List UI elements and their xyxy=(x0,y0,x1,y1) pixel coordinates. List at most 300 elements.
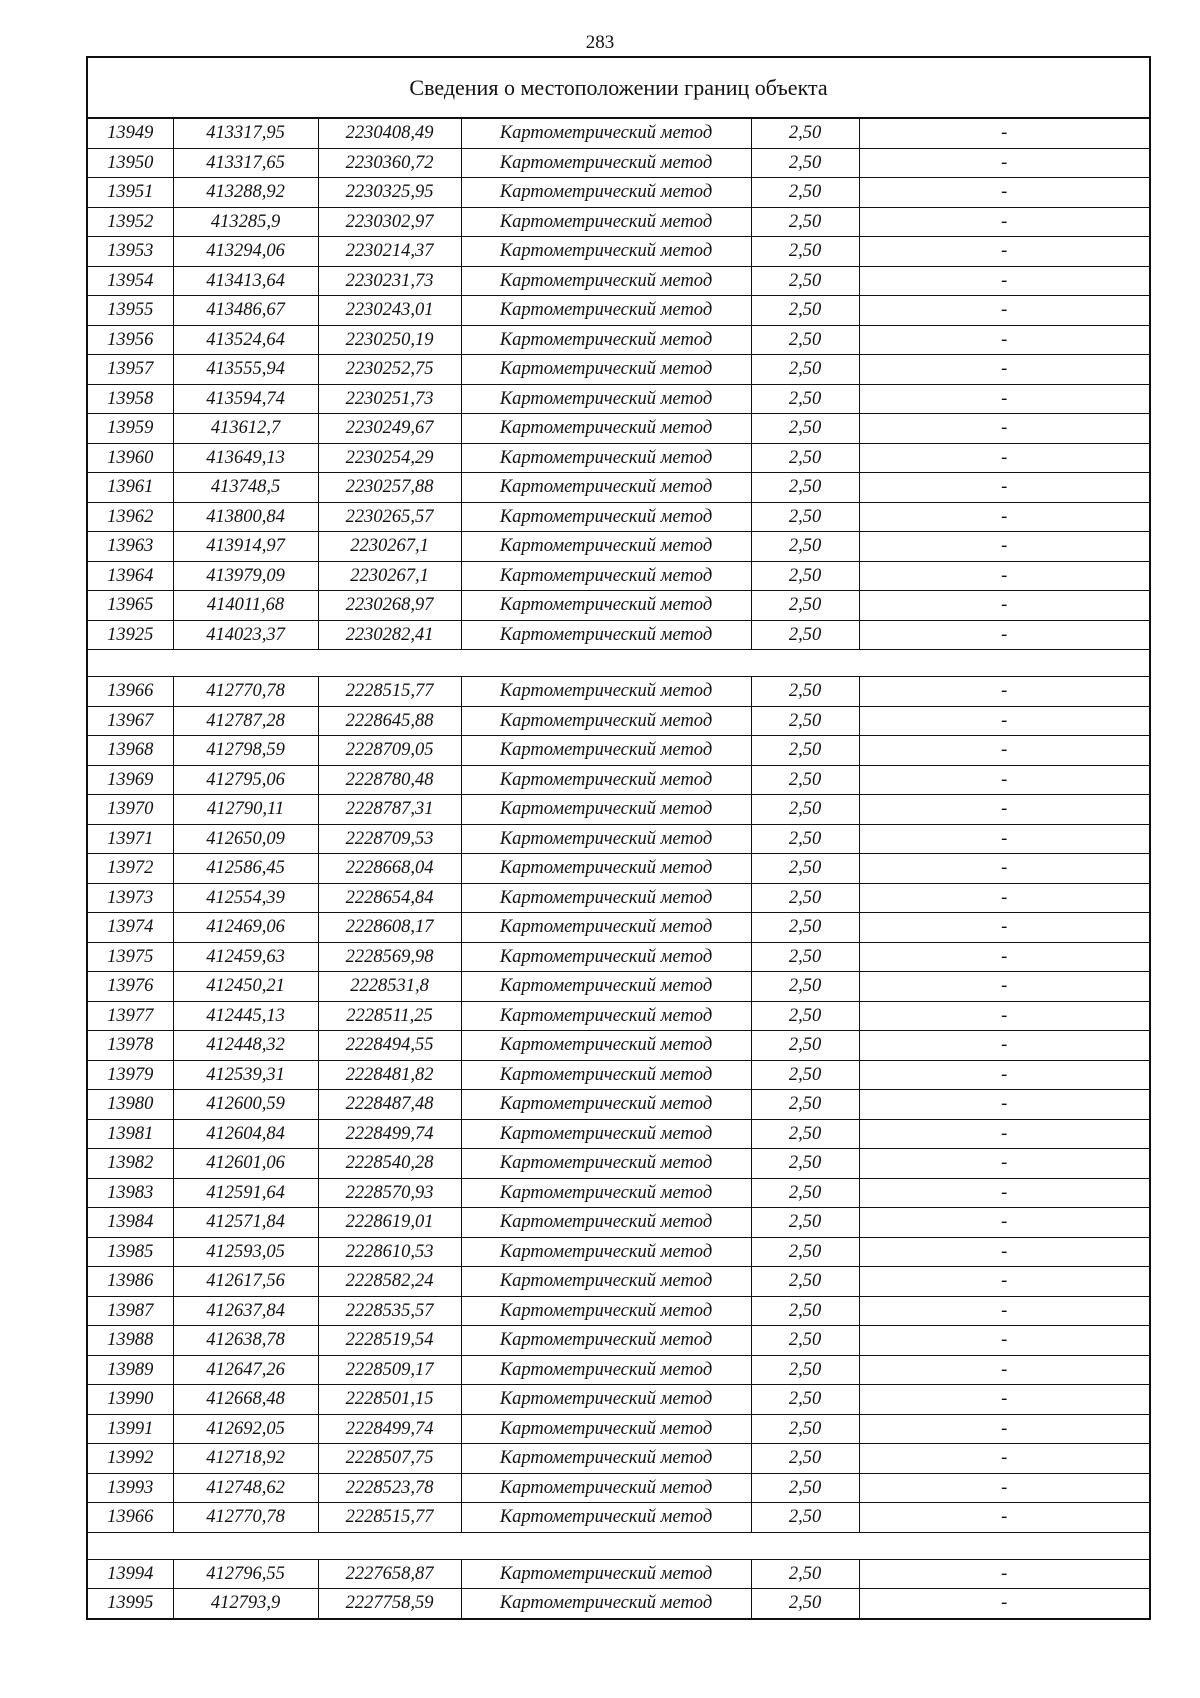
y-coordinate-cell: 2230267,1 xyxy=(318,532,461,562)
table-row xyxy=(87,1001,1150,1031)
description-cell: - xyxy=(859,414,1150,444)
accuracy-cell: 2,50 xyxy=(751,942,859,972)
point-number-cell: 13951 xyxy=(87,178,173,208)
description-cell: - xyxy=(859,118,1150,148)
y-coordinate-cell: 2228535,57 xyxy=(318,1296,461,1326)
accuracy-cell: 2,50 xyxy=(751,1119,859,1149)
y-coordinate-cell: 2228499,74 xyxy=(318,1414,461,1444)
y-coordinate-cell: 2228499,74 xyxy=(318,1119,461,1149)
accuracy-cell: 2,50 xyxy=(751,1208,859,1238)
y-coordinate-cell: 2227658,87 xyxy=(318,1559,461,1589)
y-coordinate-cell: 2230231,73 xyxy=(318,266,461,296)
accuracy-cell: 2,50 xyxy=(751,355,859,385)
y-coordinate-cell: 2230360,72 xyxy=(318,148,461,178)
x-coordinate-cell: 413649,13 xyxy=(173,443,318,473)
x-coordinate-cell: 414023,37 xyxy=(173,620,318,650)
x-coordinate-cell: 412748,62 xyxy=(173,1473,318,1503)
x-coordinate-cell: 412450,21 xyxy=(173,972,318,1002)
y-coordinate-cell: 2228540,28 xyxy=(318,1149,461,1179)
y-coordinate-cell: 2230302,97 xyxy=(318,207,461,237)
table-row xyxy=(87,1119,1150,1149)
method-cell: Картометрический метод xyxy=(461,1237,751,1267)
method-cell: Картометрический метод xyxy=(461,502,751,532)
accuracy-cell: 2,50 xyxy=(751,532,859,562)
accuracy-cell: 2,50 xyxy=(751,1001,859,1031)
table-row xyxy=(87,1503,1150,1533)
description-cell: - xyxy=(859,1178,1150,1208)
y-coordinate-cell: 2227758,59 xyxy=(318,1589,461,1619)
point-number-cell: 13993 xyxy=(87,1473,173,1503)
description-cell: - xyxy=(859,942,1150,972)
table-row xyxy=(87,1589,1150,1619)
table-row xyxy=(87,736,1150,766)
description-cell: - xyxy=(859,1060,1150,1090)
table-row xyxy=(87,1559,1150,1589)
contour-separator-row xyxy=(87,650,1150,677)
accuracy-cell: 2,50 xyxy=(751,1589,859,1619)
description-cell: - xyxy=(859,1149,1150,1179)
point-number-cell: 13959 xyxy=(87,414,173,444)
point-number-cell: 13966 xyxy=(87,677,173,707)
point-number-cell: 13986 xyxy=(87,1267,173,1297)
x-coordinate-cell: 412601,06 xyxy=(173,1149,318,1179)
x-coordinate-cell: 412586,45 xyxy=(173,854,318,884)
description-cell: - xyxy=(859,1503,1150,1533)
point-number-cell: 13979 xyxy=(87,1060,173,1090)
method-cell: Картометрический метод xyxy=(461,1031,751,1061)
table-row xyxy=(87,824,1150,854)
point-number-cell: 13954 xyxy=(87,266,173,296)
accuracy-cell: 2,50 xyxy=(751,1237,859,1267)
x-coordinate-cell: 413285,9 xyxy=(173,207,318,237)
x-coordinate-cell: 412638,78 xyxy=(173,1326,318,1356)
point-number-cell: 13965 xyxy=(87,591,173,621)
x-coordinate-cell: 412637,84 xyxy=(173,1296,318,1326)
table-row xyxy=(87,1208,1150,1238)
table-row xyxy=(87,1326,1150,1356)
table-row xyxy=(87,178,1150,208)
method-cell: Картометрический метод xyxy=(461,1060,751,1090)
point-number-cell: 13968 xyxy=(87,736,173,766)
method-cell: Картометрический метод xyxy=(461,795,751,825)
accuracy-cell: 2,50 xyxy=(751,207,859,237)
point-number-cell: 13950 xyxy=(87,148,173,178)
table-row xyxy=(87,355,1150,385)
description-cell: - xyxy=(859,325,1150,355)
y-coordinate-cell: 2228645,88 xyxy=(318,706,461,736)
table-row xyxy=(87,677,1150,707)
method-cell: Картометрический метод xyxy=(461,620,751,650)
method-cell: Картометрический метод xyxy=(461,765,751,795)
table-row xyxy=(87,706,1150,736)
description-cell: - xyxy=(859,1267,1150,1297)
description-cell: - xyxy=(859,591,1150,621)
description-cell: - xyxy=(859,1385,1150,1415)
x-coordinate-cell: 413979,09 xyxy=(173,561,318,591)
x-coordinate-cell: 413294,06 xyxy=(173,237,318,267)
x-coordinate-cell: 413555,94 xyxy=(173,355,318,385)
description-cell: - xyxy=(859,883,1150,913)
method-cell: Картометрический метод xyxy=(461,1385,751,1415)
table-title-row xyxy=(87,57,1150,118)
x-coordinate-cell: 412554,39 xyxy=(173,883,318,913)
description-cell: - xyxy=(859,561,1150,591)
x-coordinate-cell: 412790,11 xyxy=(173,795,318,825)
method-cell: Картометрический метод xyxy=(461,1090,751,1120)
accuracy-cell: 2,50 xyxy=(751,1267,859,1297)
point-number-cell: 13962 xyxy=(87,502,173,532)
table-row xyxy=(87,1355,1150,1385)
point-number-cell: 13972 xyxy=(87,854,173,884)
accuracy-cell: 2,50 xyxy=(751,1060,859,1090)
description-cell: - xyxy=(859,706,1150,736)
point-number-cell: 13970 xyxy=(87,795,173,825)
table-title: Сведения о местоположении границ объекта xyxy=(87,57,1150,118)
method-cell: Картометрический метод xyxy=(461,1296,751,1326)
description-cell: - xyxy=(859,1001,1150,1031)
table-row xyxy=(87,854,1150,884)
contour-separator-cell xyxy=(87,1532,1150,1559)
point-number-cell: 13960 xyxy=(87,443,173,473)
table-row xyxy=(87,1178,1150,1208)
x-coordinate-cell: 413288,92 xyxy=(173,178,318,208)
method-cell: Картометрический метод xyxy=(461,473,751,503)
table-row xyxy=(87,118,1150,148)
y-coordinate-cell: 2228569,98 xyxy=(318,942,461,972)
accuracy-cell: 2,50 xyxy=(751,443,859,473)
y-coordinate-cell: 2228531,8 xyxy=(318,972,461,1002)
method-cell: Картометрический метод xyxy=(461,972,751,1002)
y-coordinate-cell: 2230243,01 xyxy=(318,296,461,326)
x-coordinate-cell: 412795,06 xyxy=(173,765,318,795)
y-coordinate-cell: 2230252,75 xyxy=(318,355,461,385)
x-coordinate-cell: 413413,64 xyxy=(173,266,318,296)
x-coordinate-cell: 413748,5 xyxy=(173,473,318,503)
table-row xyxy=(87,1267,1150,1297)
point-number-cell: 13956 xyxy=(87,325,173,355)
description-cell: - xyxy=(859,148,1150,178)
method-cell: Картометрический метод xyxy=(461,237,751,267)
point-number-cell: 13973 xyxy=(87,883,173,913)
table-row xyxy=(87,883,1150,913)
x-coordinate-cell: 412604,84 xyxy=(173,1119,318,1149)
x-coordinate-cell: 412591,64 xyxy=(173,1178,318,1208)
point-number-cell: 13955 xyxy=(87,296,173,326)
contour-separator-row xyxy=(87,1532,1150,1559)
method-cell: Картометрический метод xyxy=(461,706,751,736)
method-cell: Картометрический метод xyxy=(461,1473,751,1503)
table-row xyxy=(87,1149,1150,1179)
description-cell: - xyxy=(859,178,1150,208)
method-cell: Картометрический метод xyxy=(461,1001,751,1031)
description-cell: - xyxy=(859,677,1150,707)
y-coordinate-cell: 2228709,53 xyxy=(318,824,461,854)
point-number-cell: 13957 xyxy=(87,355,173,385)
method-cell: Картометрический метод xyxy=(461,1119,751,1149)
method-cell: Картометрический метод xyxy=(461,207,751,237)
accuracy-cell: 2,50 xyxy=(751,677,859,707)
description-cell: - xyxy=(859,1208,1150,1238)
point-number-cell: 13983 xyxy=(87,1178,173,1208)
table-row xyxy=(87,913,1150,943)
x-coordinate-cell: 412787,28 xyxy=(173,706,318,736)
description-cell: - xyxy=(859,1090,1150,1120)
method-cell: Картометрический метод xyxy=(461,913,751,943)
point-number-cell: 13992 xyxy=(87,1444,173,1474)
table-row xyxy=(87,502,1150,532)
point-number-cell: 13994 xyxy=(87,1559,173,1589)
description-cell: - xyxy=(859,1559,1150,1589)
y-coordinate-cell: 2230251,73 xyxy=(318,384,461,414)
y-coordinate-cell: 2228519,54 xyxy=(318,1326,461,1356)
description-cell: - xyxy=(859,384,1150,414)
description-cell: - xyxy=(859,355,1150,385)
method-cell: Картометрический метод xyxy=(461,1444,751,1474)
accuracy-cell: 2,50 xyxy=(751,1503,859,1533)
description-cell: - xyxy=(859,1326,1150,1356)
method-cell: Картометрический метод xyxy=(461,854,751,884)
accuracy-cell: 2,50 xyxy=(751,883,859,913)
method-cell: Картометрический метод xyxy=(461,414,751,444)
x-coordinate-cell: 413914,97 xyxy=(173,532,318,562)
description-cell: - xyxy=(859,620,1150,650)
table-row xyxy=(87,620,1150,650)
method-cell: Картометрический метод xyxy=(461,1503,751,1533)
description-cell: - xyxy=(859,1296,1150,1326)
method-cell: Картометрический метод xyxy=(461,677,751,707)
description-cell: - xyxy=(859,1119,1150,1149)
accuracy-cell: 2,50 xyxy=(751,325,859,355)
table-row xyxy=(87,473,1150,503)
method-cell: Картометрический метод xyxy=(461,148,751,178)
accuracy-cell: 2,50 xyxy=(751,854,859,884)
accuracy-cell: 2,50 xyxy=(751,1473,859,1503)
y-coordinate-cell: 2228515,77 xyxy=(318,1503,461,1533)
accuracy-cell: 2,50 xyxy=(751,266,859,296)
y-coordinate-cell: 2230250,19 xyxy=(318,325,461,355)
point-number-cell: 13975 xyxy=(87,942,173,972)
accuracy-cell: 2,50 xyxy=(751,765,859,795)
point-number-cell: 13925 xyxy=(87,620,173,650)
table-row xyxy=(87,1444,1150,1474)
table-row xyxy=(87,414,1150,444)
accuracy-cell: 2,50 xyxy=(751,591,859,621)
point-number-cell: 13985 xyxy=(87,1237,173,1267)
point-number-cell: 13977 xyxy=(87,1001,173,1031)
accuracy-cell: 2,50 xyxy=(751,1559,859,1589)
method-cell: Картометрический метод xyxy=(461,942,751,972)
table-row xyxy=(87,1060,1150,1090)
accuracy-cell: 2,50 xyxy=(751,1355,859,1385)
y-coordinate-cell: 2228507,75 xyxy=(318,1444,461,1474)
y-coordinate-cell: 2228654,84 xyxy=(318,883,461,913)
accuracy-cell: 2,50 xyxy=(751,620,859,650)
point-number-cell: 13990 xyxy=(87,1385,173,1415)
y-coordinate-cell: 2228501,15 xyxy=(318,1385,461,1415)
accuracy-cell: 2,50 xyxy=(751,1326,859,1356)
point-number-cell: 13967 xyxy=(87,706,173,736)
point-number-cell: 13949 xyxy=(87,118,173,148)
method-cell: Картометрический метод xyxy=(461,355,751,385)
x-coordinate-cell: 412798,59 xyxy=(173,736,318,766)
table-row xyxy=(87,266,1150,296)
accuracy-cell: 2,50 xyxy=(751,1149,859,1179)
description-cell: - xyxy=(859,765,1150,795)
point-number-cell: 13969 xyxy=(87,765,173,795)
point-number-cell: 13987 xyxy=(87,1296,173,1326)
point-number-cell: 13988 xyxy=(87,1326,173,1356)
x-coordinate-cell: 413524,64 xyxy=(173,325,318,355)
x-coordinate-cell: 412647,26 xyxy=(173,1355,318,1385)
x-coordinate-cell: 412469,06 xyxy=(173,913,318,943)
point-number-cell: 13978 xyxy=(87,1031,173,1061)
x-coordinate-cell: 412770,78 xyxy=(173,1503,318,1533)
accuracy-cell: 2,50 xyxy=(751,561,859,591)
accuracy-cell: 2,50 xyxy=(751,178,859,208)
description-cell: - xyxy=(859,972,1150,1002)
description-cell: - xyxy=(859,795,1150,825)
y-coordinate-cell: 2230265,57 xyxy=(318,502,461,532)
y-coordinate-cell: 2228608,17 xyxy=(318,913,461,943)
description-cell: - xyxy=(859,443,1150,473)
description-cell: - xyxy=(859,913,1150,943)
x-coordinate-cell: 412796,55 xyxy=(173,1559,318,1589)
accuracy-cell: 2,50 xyxy=(751,384,859,414)
x-coordinate-cell: 412459,63 xyxy=(173,942,318,972)
contour-separator-cell xyxy=(87,650,1150,677)
description-cell: - xyxy=(859,207,1150,237)
x-coordinate-cell: 412539,31 xyxy=(173,1060,318,1090)
description-cell: - xyxy=(859,532,1150,562)
accuracy-cell: 2,50 xyxy=(751,913,859,943)
accuracy-cell: 2,50 xyxy=(751,736,859,766)
x-coordinate-cell: 412770,78 xyxy=(173,677,318,707)
accuracy-cell: 2,50 xyxy=(751,795,859,825)
method-cell: Картометрический метод xyxy=(461,1149,751,1179)
method-cell: Картометрический метод xyxy=(461,1326,751,1356)
method-cell: Картометрический метод xyxy=(461,1414,751,1444)
description-cell: - xyxy=(859,296,1150,326)
y-coordinate-cell: 2228487,48 xyxy=(318,1090,461,1120)
y-coordinate-cell: 2228481,82 xyxy=(318,1060,461,1090)
description-cell: - xyxy=(859,824,1150,854)
method-cell: Картометрический метод xyxy=(461,532,751,562)
accuracy-cell: 2,50 xyxy=(751,502,859,532)
table-row xyxy=(87,765,1150,795)
description-cell: - xyxy=(859,1031,1150,1061)
description-cell: - xyxy=(859,1414,1150,1444)
table-row xyxy=(87,443,1150,473)
accuracy-cell: 2,50 xyxy=(751,414,859,444)
point-number-cell: 13981 xyxy=(87,1119,173,1149)
description-cell: - xyxy=(859,473,1150,503)
y-coordinate-cell: 2230282,41 xyxy=(318,620,461,650)
accuracy-cell: 2,50 xyxy=(751,473,859,503)
description-cell: - xyxy=(859,266,1150,296)
method-cell: Картометрический метод xyxy=(461,266,751,296)
accuracy-cell: 2,50 xyxy=(751,1296,859,1326)
table-row xyxy=(87,296,1150,326)
y-coordinate-cell: 2230249,67 xyxy=(318,414,461,444)
table-row xyxy=(87,591,1150,621)
method-cell: Картометрический метод xyxy=(461,118,751,148)
y-coordinate-cell: 2228494,55 xyxy=(318,1031,461,1061)
table-row xyxy=(87,972,1150,1002)
method-cell: Картометрический метод xyxy=(461,178,751,208)
point-number-cell: 13976 xyxy=(87,972,173,1002)
x-coordinate-cell: 414011,68 xyxy=(173,591,318,621)
y-coordinate-cell: 2228619,01 xyxy=(318,1208,461,1238)
method-cell: Картометрический метод xyxy=(461,1589,751,1619)
method-cell: Картометрический метод xyxy=(461,1208,751,1238)
accuracy-cell: 2,50 xyxy=(751,1444,859,1474)
y-coordinate-cell: 2228610,53 xyxy=(318,1237,461,1267)
method-cell: Картометрический метод xyxy=(461,1355,751,1385)
y-coordinate-cell: 2228668,04 xyxy=(318,854,461,884)
accuracy-cell: 2,50 xyxy=(751,1385,859,1415)
method-cell: Картометрический метод xyxy=(461,883,751,913)
description-cell: - xyxy=(859,1444,1150,1474)
x-coordinate-cell: 412600,59 xyxy=(173,1090,318,1120)
description-cell: - xyxy=(859,854,1150,884)
method-cell: Картометрический метод xyxy=(461,296,751,326)
accuracy-cell: 2,50 xyxy=(751,972,859,1002)
accuracy-cell: 2,50 xyxy=(751,1090,859,1120)
y-coordinate-cell: 2228709,05 xyxy=(318,736,461,766)
table-row xyxy=(87,532,1150,562)
x-coordinate-cell: 412445,13 xyxy=(173,1001,318,1031)
y-coordinate-cell: 2228787,31 xyxy=(318,795,461,825)
accuracy-cell: 2,50 xyxy=(751,1178,859,1208)
description-cell: - xyxy=(859,1237,1150,1267)
y-coordinate-cell: 2230268,97 xyxy=(318,591,461,621)
description-cell: - xyxy=(859,502,1150,532)
point-number-cell: 13974 xyxy=(87,913,173,943)
y-coordinate-cell: 2228570,93 xyxy=(318,1178,461,1208)
x-coordinate-cell: 412718,92 xyxy=(173,1444,318,1474)
x-coordinate-cell: 412593,05 xyxy=(173,1237,318,1267)
accuracy-cell: 2,50 xyxy=(751,296,859,326)
x-coordinate-cell: 412571,84 xyxy=(173,1208,318,1238)
point-number-cell: 13964 xyxy=(87,561,173,591)
x-coordinate-cell: 412668,48 xyxy=(173,1385,318,1415)
table-row xyxy=(87,1296,1150,1326)
method-cell: Картометрический метод xyxy=(461,384,751,414)
x-coordinate-cell: 412650,09 xyxy=(173,824,318,854)
table-row xyxy=(87,325,1150,355)
y-coordinate-cell: 2230254,29 xyxy=(318,443,461,473)
point-number-cell: 13995 xyxy=(87,1589,173,1619)
method-cell: Картометрический метод xyxy=(461,736,751,766)
y-coordinate-cell: 2228582,24 xyxy=(318,1267,461,1297)
accuracy-cell: 2,50 xyxy=(751,237,859,267)
point-number-cell: 13966 xyxy=(87,1503,173,1533)
method-cell: Картометрический метод xyxy=(461,824,751,854)
x-coordinate-cell: 413800,84 xyxy=(173,502,318,532)
method-cell: Картометрический метод xyxy=(461,1267,751,1297)
table-row xyxy=(87,148,1150,178)
x-coordinate-cell: 412692,05 xyxy=(173,1414,318,1444)
table-row xyxy=(87,207,1150,237)
table-row xyxy=(87,237,1150,267)
x-coordinate-cell: 412617,56 xyxy=(173,1267,318,1297)
table-row xyxy=(87,1473,1150,1503)
method-cell: Картометрический метод xyxy=(461,561,751,591)
y-coordinate-cell: 2228523,78 xyxy=(318,1473,461,1503)
table-row xyxy=(87,384,1150,414)
accuracy-cell: 2,50 xyxy=(751,1414,859,1444)
accuracy-cell: 2,50 xyxy=(751,148,859,178)
